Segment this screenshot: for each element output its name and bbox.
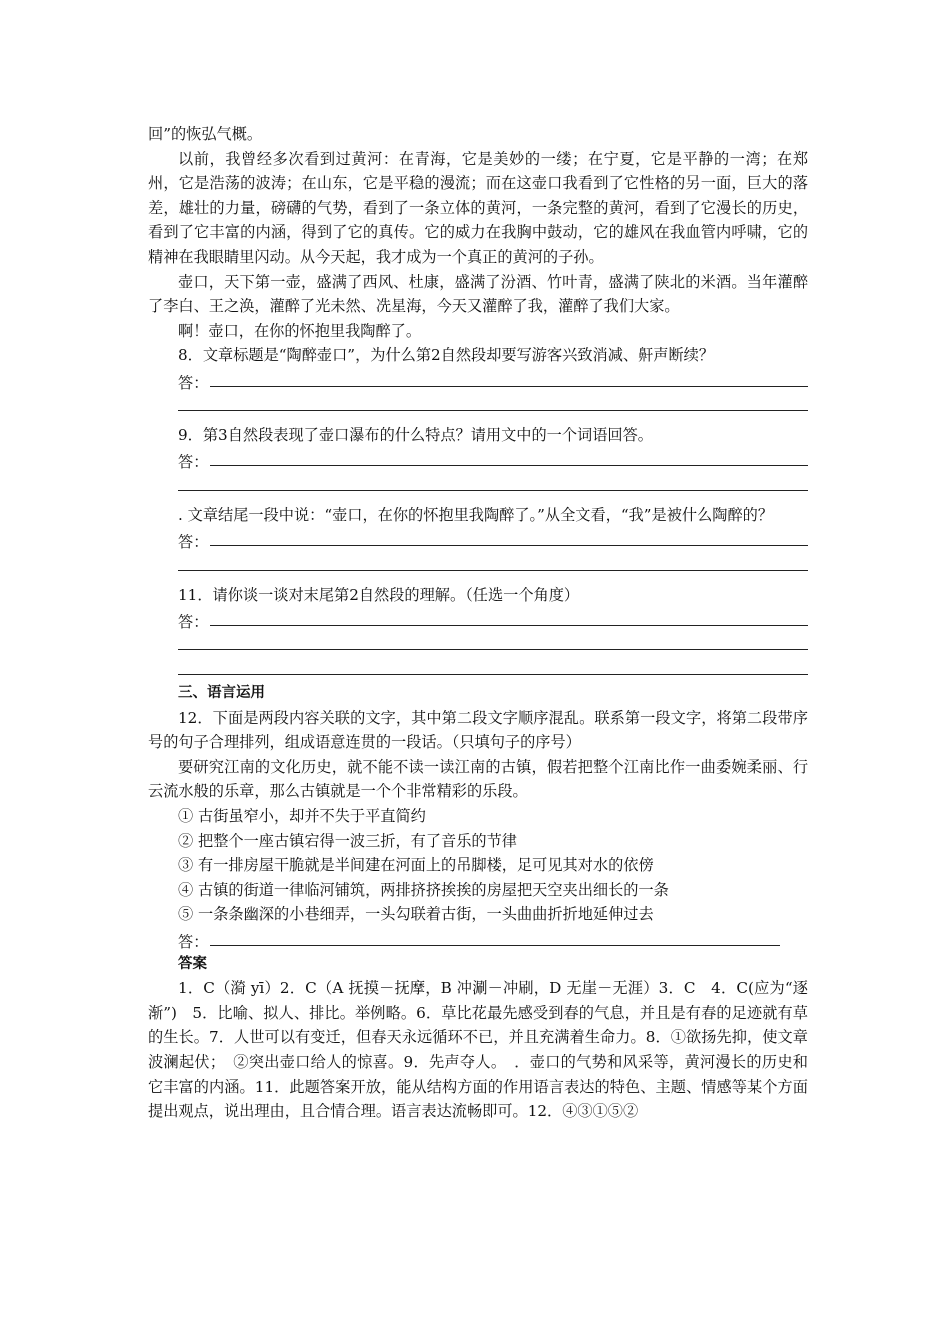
answer-label: 答： xyxy=(178,373,209,392)
question-12: 12．下面是两段内容关联的文字，其中第二段文字顺序混乱。联系第一段文字，将第二段带序号的句子合理排列，组成语意连贯的一段话。（只填句子的序号） xyxy=(148,708,808,752)
sentence-item: ① 古街虽窄小，却并不失于平直简约 xyxy=(178,807,426,826)
answer-label: 答： xyxy=(178,453,209,472)
answer-line[interactable] xyxy=(148,368,808,393)
answers-text: 1．C（漪 yī）2．C（A 抚摸－抚摩，B 冲涮－冲刷，D 无崖－无涯）3．C 4．C(应为“逐渐”) 5．比喻、拟人、排比。举例略。6．草比花最先感受到春的气息，并且是有春的足迹就有草的生长。7．人世可以有变迁，但春天永远循环不已，并且充满着生命力。8．①欲扬先抑，使文章波澜起伏； ②突出壶口给人的惊喜。9．先声夺人。 ．壶口的气势和风采等，黄河漫长的历史和它丰富的内涵。11．此题答案开放，能从结构方面的作用语言表达的特色、主题、情感等某个方面提出观点，说出理由，且合情合理。语言表达流畅即可。12．④③①⑤② xyxy=(148,979,808,1121)
sentence-item: ④ 古镇的街道一律临河铺筑，两排挤挤挨挨的房屋把天空夹出细长的一条 xyxy=(178,880,669,899)
section-heading: 三、语言运用 xyxy=(178,685,265,702)
question-12-intro: 要研究江南的文化历史，就不能不读一读江南的古镇，假若把整个江南比作一曲委婉柔丽、行云流水般的乐章，那么古镇就是一个个非常精彩的乐段。 xyxy=(148,757,808,801)
answer-label: 答： xyxy=(178,533,209,552)
passage-continuation: 回”的恢弘气概。 xyxy=(148,125,263,143)
answer-line[interactable] xyxy=(178,472,808,497)
question-9: 9．第3自然段表现了壶口瀑布的什么特点？请用文中的一个词语回答。 xyxy=(178,426,653,445)
question-8: 8．文章标题是“陶醉壶口”，为什么第2自然段却要写游客兴致消减、鼾声断续？ xyxy=(178,346,715,365)
question-11: 11．请你谈一谈对末尾第2自然段的理解。（任选一个角度） xyxy=(178,585,580,604)
sentence-item: ⑤ 一条条幽深的小巷细弄，一头勾联着古街，一头曲曲折折地延伸过去 xyxy=(178,905,654,924)
passage-final-paragraph: 啊！壶口，在你的怀抱里我陶醉了。 xyxy=(178,321,421,340)
answer-line[interactable] xyxy=(178,632,808,657)
answers-heading: 答案 xyxy=(178,955,207,972)
answer-line[interactable] xyxy=(178,393,808,418)
answer-line[interactable] xyxy=(148,927,780,952)
answer-line[interactable] xyxy=(178,656,808,681)
document-content xyxy=(148,122,808,1124)
answer-label: 答： xyxy=(178,612,209,631)
answer-label: 答： xyxy=(178,932,209,951)
question-10: . 文章结尾一段中说：“壶口，在你的怀抱里我陶醉了。”从全文看，“我”是被什么陶醉的？ xyxy=(178,505,774,524)
answer-line[interactable] xyxy=(178,552,808,577)
answer-line[interactable] xyxy=(148,528,808,553)
passage-paragraph: 以前，我曾经多次看到过黄河：在青海，它是美妙的一缕；在宁夏，它是平静的一湾；在郑州，它是浩荡的波涛；在山东，它是平稳的漫流；而在这壶口我看到了它性格的另一面，巨大的落差，雄壮的力量，磅礴的气势，看到了一条立体的黄河，一条完整的黄河，看到了它漫长的历史，看到了它丰富的内涵，得到了它的真传。它的威力在我胸中鼓动，它的雄风在我血管内呼啸，它的精神在我眼睛里闪动。从今天起，我才成为一个真正的黄河的子孙。 xyxy=(148,149,808,266)
answer-line[interactable] xyxy=(148,607,808,632)
sentence-item: ③ 有一排房屋干脆就是半间建在河面上的吊脚楼，足可见其对水的依傍 xyxy=(178,856,654,875)
passage-paragraph: 壶口，天下第一壶，盛满了西风、杜康，盛满了汾酒、竹叶青，盛满了陕北的米酒。当年灌醉了李白、王之涣，灌醉了光未然、冼星海，今天又灌醉了我，灌醉了我们大家。 xyxy=(148,272,808,316)
answer-line[interactable] xyxy=(148,448,808,473)
sentence-item: ② 把整个一座古镇宕得一波三折，有了音乐的节律 xyxy=(178,831,517,850)
